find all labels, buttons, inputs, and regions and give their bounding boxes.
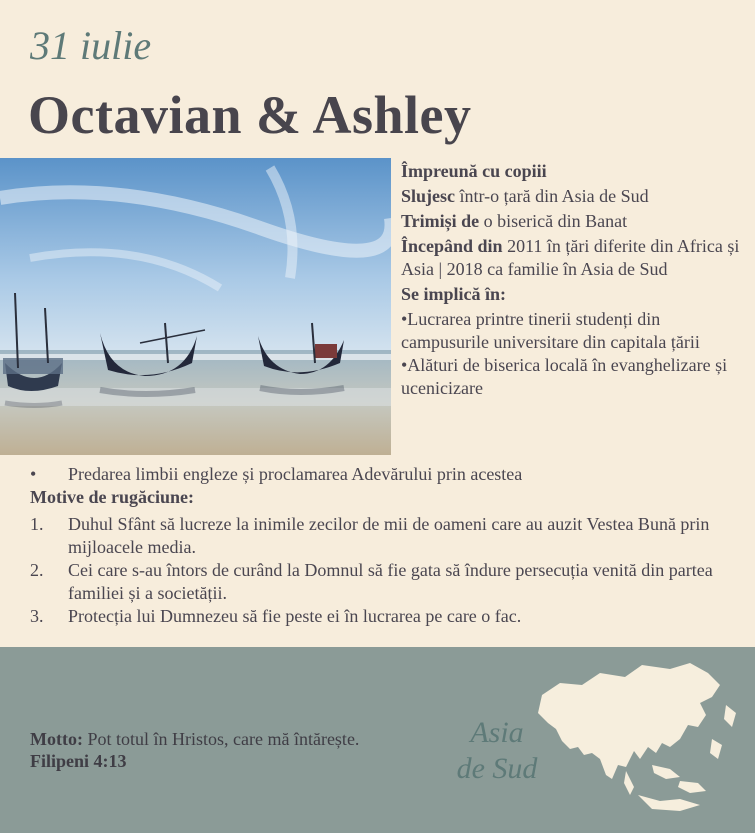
list-item: 1. Duhul Sfânt să lucreze la inimile zecilor de mii de oameni care au auzit Vestea Bună prin mijloacele media. <box>30 514 710 557</box>
date-heading: 31 iulie <box>30 23 152 68</box>
region-label: Asia de Sud <box>456 716 538 785</box>
prayer-list <box>30 513 745 628</box>
page-title: Octavian & Ashley <box>28 85 472 145</box>
prayer-section <box>30 463 745 628</box>
list-item: 2. Cei care s-au întors de curând la Domnul să fie gata să îndure persecuția venită din partea familiei și a societății. <box>30 560 713 603</box>
facts-panel <box>401 160 746 400</box>
start-line: Începând din 2011 în țări diferite din Africa și Asia | 2018 ca familie în Asia de Sud <box>401 236 740 279</box>
involved-heading: Se implică în: <box>401 284 507 304</box>
asia-map-icon <box>530 655 745 825</box>
motto: Motto: Pot totul în Hristos, care mă întărește. Filipeni 4:13 <box>30 729 360 771</box>
list-item: 3. Protecția lui Dumnezeu să fie peste ei în lucrarea pe care o fac. <box>30 606 522 626</box>
boats-photo <box>0 158 391 455</box>
list-item: • Predarea limbii engleze și proclamarea Adevărului prin acestea <box>30 464 523 484</box>
involved-item: •Lucrarea printre tinerii studenți din campusurile universitare din capitala țării <box>401 309 700 352</box>
family-line: Împreună cu copiii <box>401 161 547 181</box>
bullet: • <box>30 464 37 484</box>
involved-item: •Alături de biserica locală în evanghelizare și ucenicizare <box>401 355 728 398</box>
serve-line: Slujesc într-o țară din Asia de Sud <box>401 186 649 206</box>
sent-line: Trimiși de o biserică din Banat <box>401 211 628 231</box>
prayer-heading: Motive de rugăciune: <box>30 487 194 507</box>
